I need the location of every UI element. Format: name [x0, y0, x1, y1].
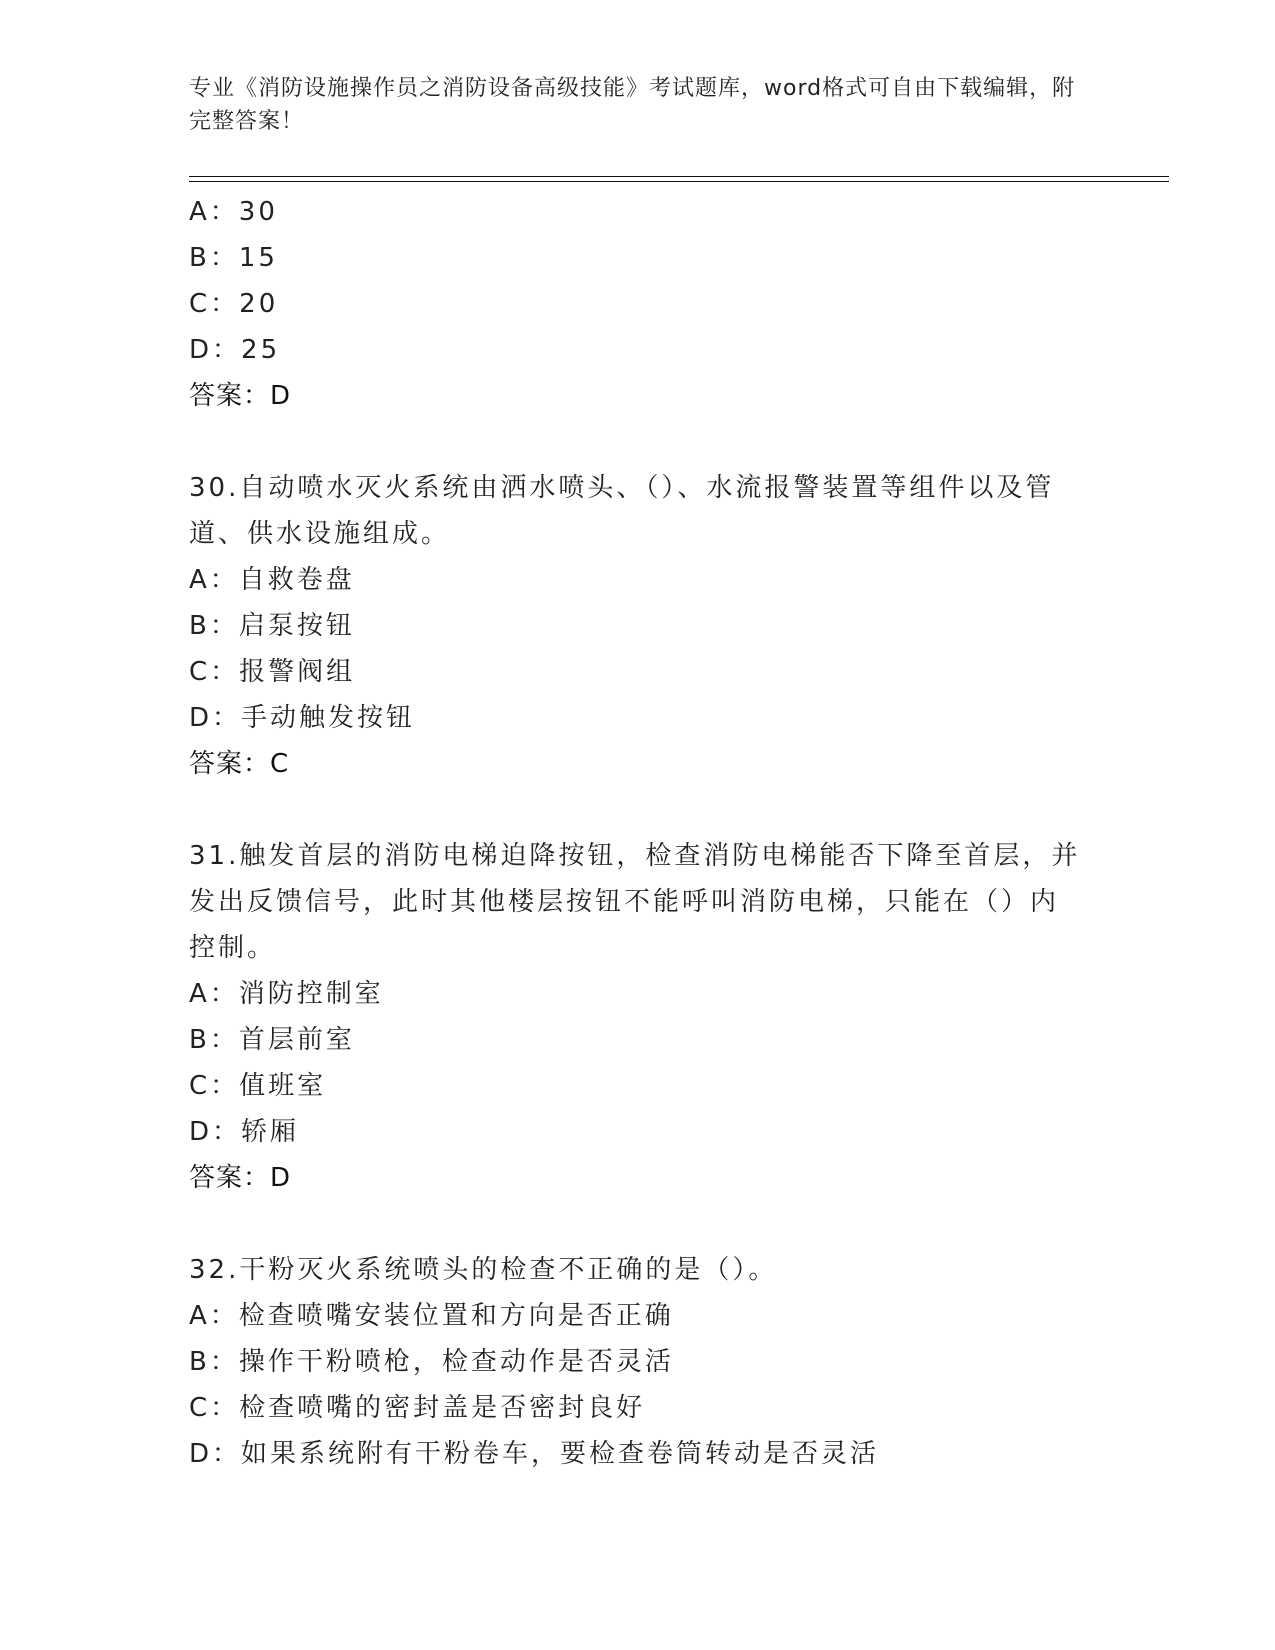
question-block-31 [189, 833, 1089, 1201]
question-list [189, 189, 1089, 1477]
option-b: B：15 [189, 243, 278, 273]
option-a: A：自救卷盘 [189, 565, 355, 595]
question-stem: 32.干粉灭火系统喷头的检查不正确的是（）。 [189, 1255, 778, 1285]
question-stem: 30.自动喷水灭火系统由洒水喷头、（）、水流报警装置等组件以及管道、供水设施组成。 [189, 473, 1055, 549]
option-b: B：启泵按钮 [189, 611, 355, 641]
option-c: C：值班室 [189, 1071, 327, 1101]
option-c: C：检查喷嘴的密封盖是否密封良好 [189, 1393, 646, 1423]
option-d: D：手动触发按钮 [189, 703, 416, 733]
option-a: A：30 [189, 197, 278, 227]
option-c: C：报警阀组 [189, 657, 356, 687]
answer-line: 答案：D [189, 381, 292, 411]
option-d: D：轿厢 [189, 1117, 300, 1147]
question-block-32 [189, 1247, 1089, 1477]
document-header: 专业《消防设施操作员之消防设备高级技能》考试题库，word格式可自由下载编辑，附完整答案！ [189, 76, 1076, 134]
option-b: B：操作干粉喷枪，检查动作是否灵活 [189, 1347, 674, 1377]
option-a: A：检查喷嘴安装位置和方向是否正确 [189, 1301, 674, 1331]
header-divider-bottom [189, 181, 1169, 182]
header-divider-top [189, 176, 1169, 177]
question-block-29 [189, 189, 1089, 419]
option-b: B：首层前室 [189, 1025, 355, 1055]
question-block-30 [189, 465, 1089, 787]
option-d: D：如果系统附有干粉卷车，要检查卷筒转动是否灵活 [189, 1439, 880, 1469]
option-c: C：20 [189, 289, 279, 319]
option-d: D：25 [189, 335, 281, 365]
answer-line: 答案：D [189, 1163, 292, 1193]
option-a: A：消防控制室 [189, 979, 384, 1009]
question-stem: 31.触发首层的消防电梯迫降按钮，检查消防电梯能否下降至首层，并发出反馈信号，此时其他楼层按钮不能呼叫消防电梯，只能在（）内控制。 [189, 841, 1081, 963]
answer-line: 答案：C [189, 749, 290, 779]
